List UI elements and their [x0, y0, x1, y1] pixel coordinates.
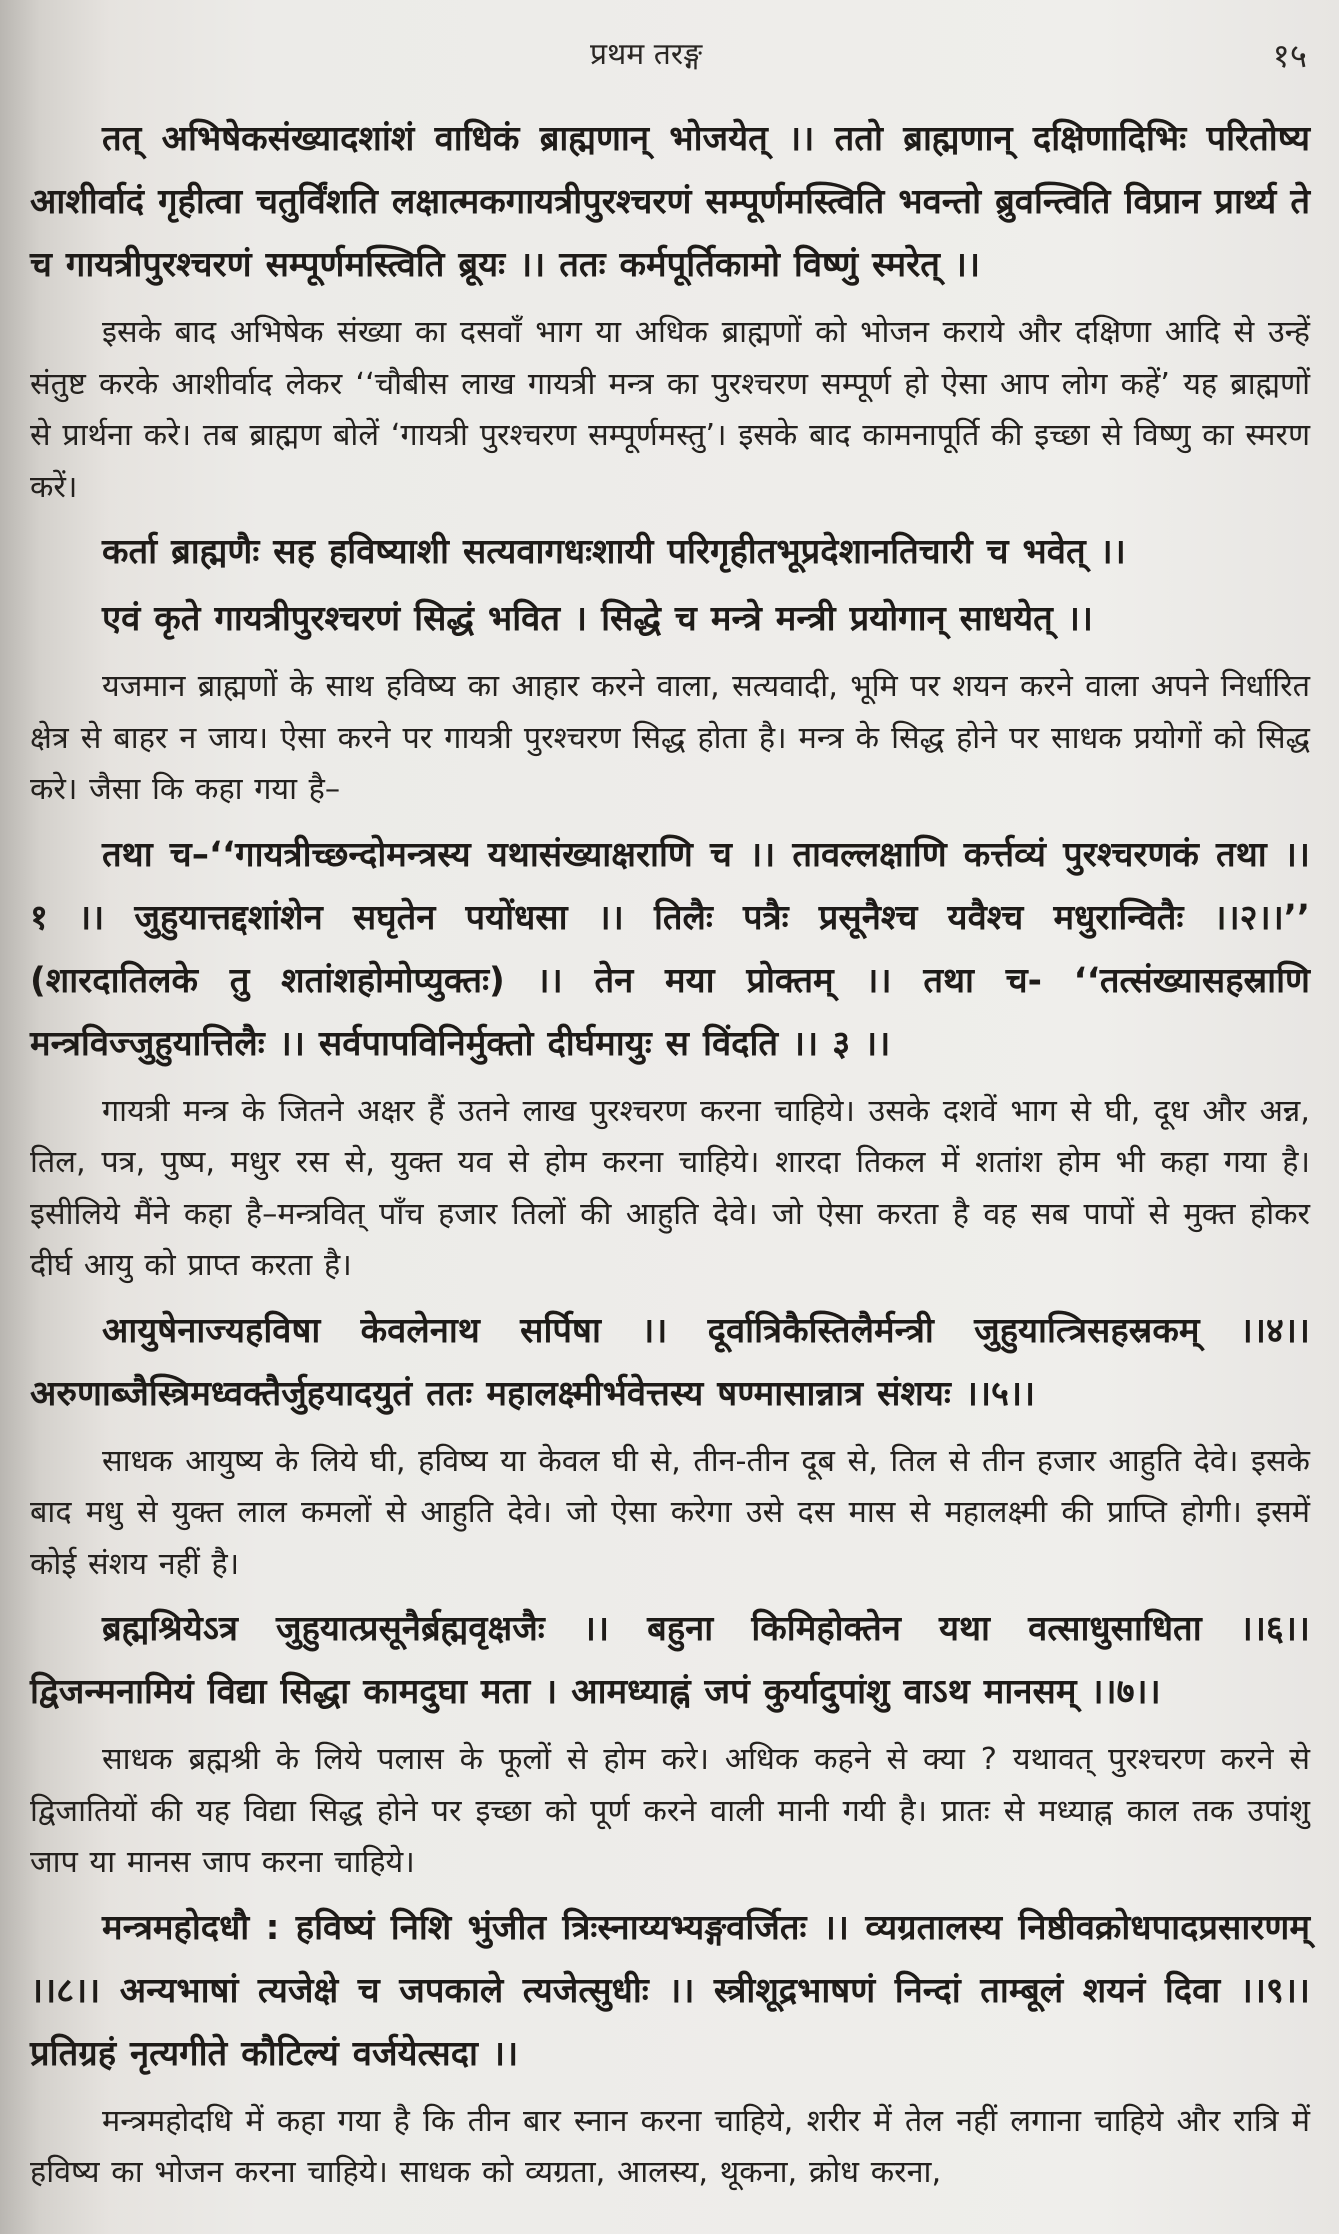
- body-text: [30, 108, 1310, 2199]
- sanskrit-paragraph: ब्रह्मश्रियेऽत्र जुहुयात्प्रसूनैर्ब्रह्मवृक्षजैः ।। बहुना किमिहोक्तेन यथा वत्साधुसाधिता ।।६।। द्विजन्मनामियं विद्या सिद्धा कामदुघा मता । आमध्याह्नं जपं कुर्यादुपांशु वाऽथ मानसम् ।।७।।: [30, 1609, 1310, 1712]
- page-number: १५: [1272, 36, 1307, 75]
- sanskrit-paragraph: कर्ता ब्राह्मणैः सह हविष्याशी सत्यवागधःशायी परिगृहीतभूप्रदेशानतिचारी च भवेत् ।।: [102, 532, 1126, 572]
- sanskrit-paragraph: आयुषेनाज्यहविषा केवलेनाथ सर्पिषा ।। दूर्वात्रिकैस्तिलैर्मन्त्री जुहुयात्त्रिसहस्रकम् ।।४।। अरुणाब्जैस्त्रिमध्वक्तैर्जुहयादयुतं ततः महालक्ष्मीर्भवेत्तस्य षण्मासान्नात्र संशयः ।।५।।: [30, 1310, 1310, 1414]
- running-head: प्रथम तरङ्ग: [590, 37, 703, 72]
- hindi-paragraph: इसके बाद अभिषेक संख्या का दसवाँ भाग या अधिक ब्राह्मणों को भोजन कराये और दक्षिणा आदि से उन्हें संतुष्ट करके आशीर्वाद लेकर ‘‘चौबीस लाख गायत्री मन्त्र का पुरश्चरण सम्पूर्ण हो ऐसा आप लोग कहें’ यह ब्राह्मणों से प्रार्थना करे। तब ब्राह्मण बोलें ‘गायत्री पुरश्चरण सम्पूर्णमस्तु’। इसके बाद कामनापूर्ति की इच्छा से विष्णु का स्मरण करें।: [30, 315, 1310, 505]
- sanskrit-paragraph: तत् अभिषेकसंख्यादशांशं वाधिकं ब्राह्मणान् भोजयेत् ।। ततो ब्राह्मणान् दक्षिणादिभिः परितोष्य आशीर्वादं गृहीत्वा चतुर्विंशति लक्षात्मकगायत्रीपुरश्चरणं सम्पूर्णमस्त्विति भवन्तो ब्रुवन्त्विति विप्रान प्रार्थ्य ते च गायत्रीपुरश्चरणं सम्पूर्णमस्त्विति ब्रूयः ।। ततः कर्मपूर्तिकामो विष्णुं स्मरेत् ।।: [30, 119, 1310, 285]
- sanskrit-paragraph: एवं कृते गायत्रीपुरश्चरणं सिद्धं भवित । सिद्धे च मन्त्रे मन्त्री प्रयोगान् साधयेत् ।।: [102, 599, 1093, 639]
- sanskrit-paragraph: मन्त्रमहोदधौ : हविष्यं निशि भुंजीत त्रिःस्नाय्यभ्यङ्गवर्जितः ।। व्यग्रतालस्य निष्ठीवक्रोधपादप्रसारणम् ।।८।। अन्यभाषां त्यजेक्षे च जपकाले त्यजेत्सुधीः ।। स्त्रीशूद्रभाषणं निन्दां ताम्बूलं शयनं दिवा ।।९।। प्रतिग्रहं नृत्यगीते कौटिल्यं वर्जयेत्सदा ।।: [30, 1907, 1310, 2074]
- hindi-paragraph: साधक ब्रह्मश्री के लिये पलास के फूलों से होम करे। अधिक कहने से क्या ? यथावत् पुरश्चरण करने से द्विजातियों की यह विद्या सिद्ध होने पर इच्छा को पूर्ण करने वाली मानी गयी है। प्रातः से मध्याह्न काल तक उपांशु जाप या मानस जाप करना चाहिये।: [30, 1742, 1310, 1880]
- hindi-paragraph: मन्त्रमहोदधि में कहा गया है कि तीन बार स्नान करना चाहिये, शरीर में तेल नहीं लगाना चाहिये और रात्रि में हविष्य का भोजन करना चाहिये। साधक को व्यग्रता, आलस्य, थूकना, क्रोध करना,: [30, 2103, 1310, 2190]
- page-header: [0, 32, 1339, 76]
- hindi-paragraph: गायत्री मन्त्र के जितने अक्षर हैं उतने लाख पुरश्चरण करना चाहिये। उसके दशवें भाग से घी, दूध और अन्न, तिल, पत्र, पुष्प, मधुर रस से, युक्त यव से होम करना चाहिये। शारदा तिकल में शतांश होम भी कहा गया है। इसीलिये मैंने कहा है–मन्त्रवित् पाँच हजार तिलों की आहुति देवे। जो ऐसा करता है वह सब पापों से मुक्त होकर दीर्घ आयु को प्राप्त करता है।: [30, 1093, 1310, 1283]
- sanskrit-paragraph: तथा च–‘‘गायत्रीच्छन्दोमन्त्रस्य यथासंख्याक्षराणि च ।। तावल्लक्षाणि कर्त्तव्यं पुरश्चरणकं तथा ।। १ ।। जुहुयात्तद्दशांशेन सघृतेन पयोंधसा ।। तिलैः पत्रैः प्रसूनैश्च यवैश्च मधुरान्वितैः ।।२।।’’ (शारदातिलके तु शतांशहोमोप्युक्तः) ।। तेन मया प्रोक्तम् ।। तथा च- ‘‘तत्संख्यासहस्राणि मन्त्रविज्जुहुयात्तिलैः ।। सर्वपापविनिर्मुक्तो दीर्घमायुः स विंदति ।। ३ ।।: [30, 834, 1310, 1064]
- hindi-paragraph: साधक आयुष्य के लिये घी, हविष्य या केवल घी से, तीन-तीन दूब से, तिल से तीन हजार आहुति देवे। इसके बाद मधु से युक्त लाल कमलों से आहुति देवे। जो ऐसा करेगा उसे दस मास से महालक्ष्मी की प्राप्ति होगी। इसमें कोई संशय नहीं है।: [30, 1443, 1310, 1582]
- hindi-paragraph: यजमान ब्राह्मणों के साथ हविष्य का आहार करने वाला, सत्यवादी, भूमि पर शयन करने वाला अपने निर्धारित क्षेत्र से बाहर न जाय। ऐसा करने पर गायत्री पुरश्चरण सिद्ध होता है। मन्त्र के सिद्ध होने पर साधक प्रयोगों को सिद्ध करे। जैसा कि कहा गया है–: [30, 669, 1310, 807]
